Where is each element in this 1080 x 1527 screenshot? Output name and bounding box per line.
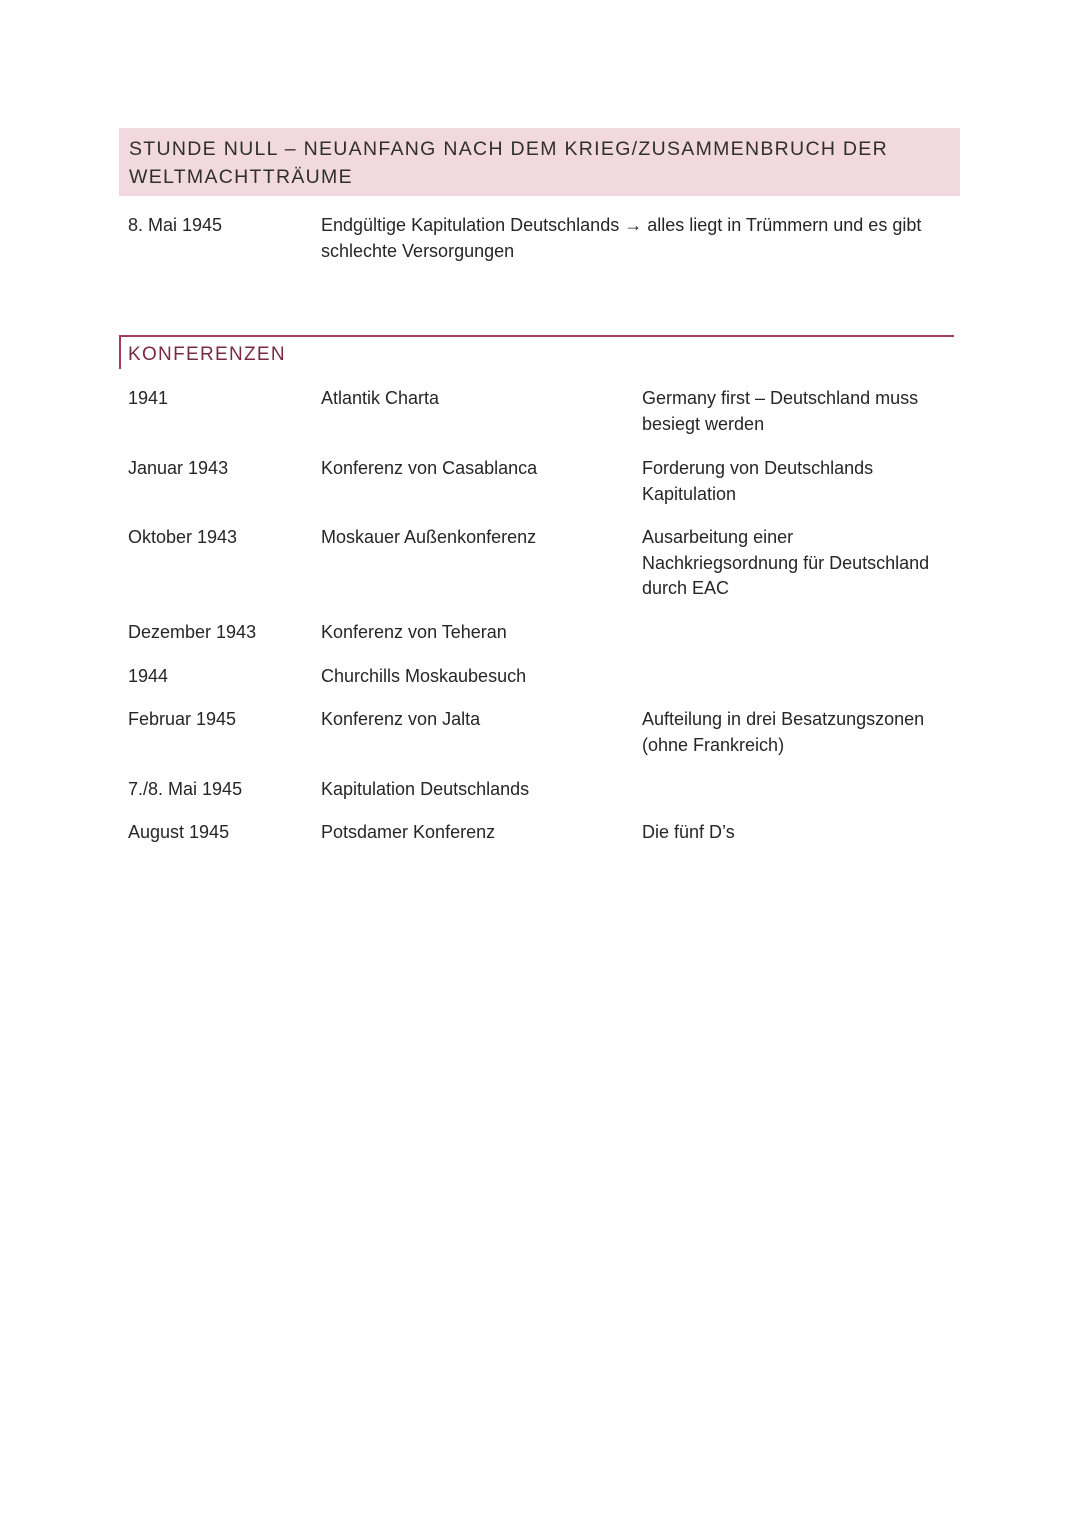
row-note: Aufteilung in drei Besatzungszonen (ohne Frankreich): [642, 709, 925, 755]
row-event: Atlantik Charta: [321, 388, 440, 408]
intro-date: 8. Mai 1945: [128, 215, 223, 235]
intro-text: Endgültige Kapitulation Deutschlands → alles liegt in Trümmern und es gibt schlechte Versorgungen: [321, 215, 922, 261]
row-date: 1941: [128, 388, 169, 408]
row-event: Konferenz von Jalta: [321, 709, 481, 729]
row-date: Januar 1943: [128, 458, 229, 478]
header-accent-bar: [119, 337, 121, 369]
row-event: Konferenz von Casablanca: [321, 458, 538, 478]
row-date: Oktober 1943: [128, 527, 238, 547]
row-note: Germany first – Deutschland muss besiegt werden: [642, 388, 919, 434]
row-note: Die fünf D’s: [642, 822, 735, 842]
row-event: Potsdamer Konferenz: [321, 822, 496, 842]
row-note: Forderung von Deutschlands Kapitulation: [642, 458, 874, 504]
row-event: Moskauer Außenkonferenz: [321, 527, 537, 547]
row-event: Kapitulation Deutschlands: [321, 779, 530, 799]
konferenzen-header: [119, 335, 954, 369]
row-event: Konferenz von Teheran: [321, 622, 507, 642]
row-date: August 1945: [128, 822, 230, 842]
row-date: Februar 1945: [128, 709, 237, 729]
section-header-stunde-null: [119, 128, 960, 196]
row-date: 1944: [128, 666, 169, 686]
konferenzen-title: KONFERENZEN: [128, 344, 286, 365]
row-date: Dezember 1943: [128, 622, 257, 642]
row-event: Churchills Moskaubesuch: [321, 666, 527, 686]
section-title: STUNDE NULL – NEUANFANG NACH DEM KRIEG/ZUSAMMENBRUCH DER WELTMACHTTRÄUME: [129, 138, 888, 188]
row-note: Ausarbeitung einer Nachkriegsordnung für Deutschland durch EAC: [642, 527, 930, 598]
row-date: 7./8. Mai 1945: [128, 779, 243, 799]
